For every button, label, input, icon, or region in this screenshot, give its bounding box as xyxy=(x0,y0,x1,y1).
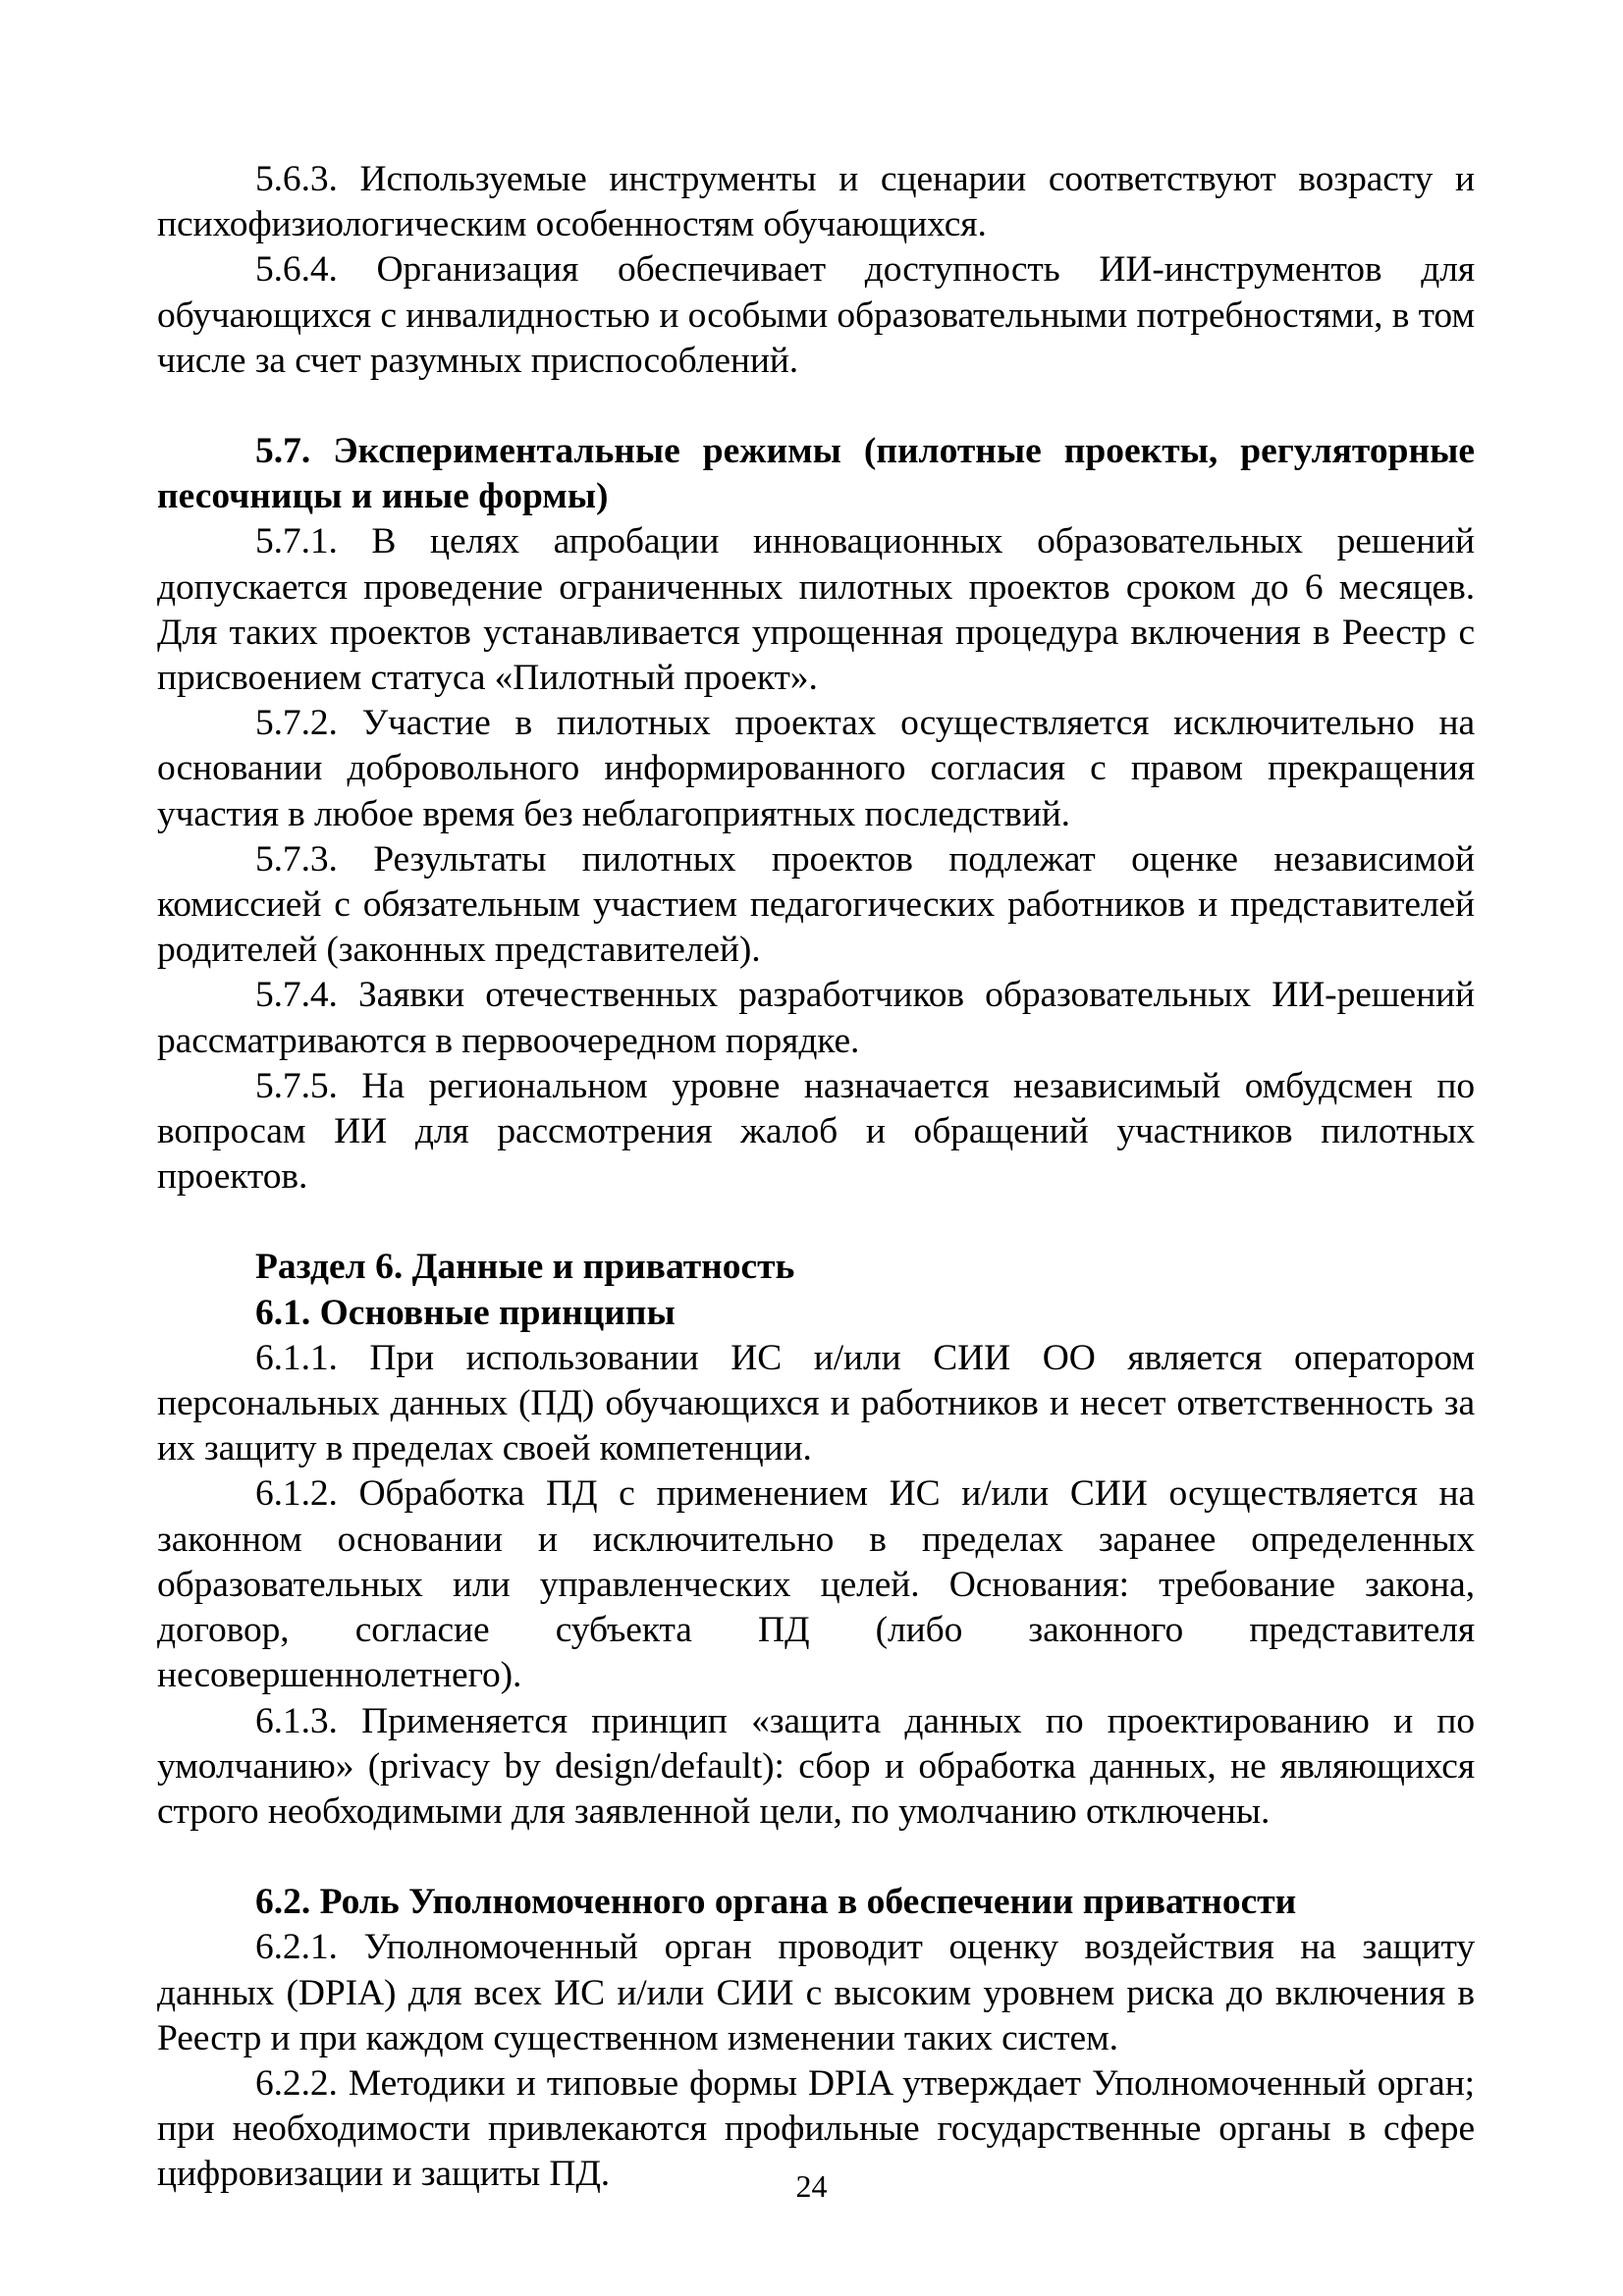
clause-6-2-2: 6.2.2. Методики и типовые формы DPIA утверждает Уполномоченный орган; при необходимости привлекаются профильные государственные органы в сфере цифровизации и защиты ПД. xyxy=(157,2062,1475,2195)
heading-6-1: 6.1. Основные принципы xyxy=(255,1292,676,1333)
clause-5-7-1: 5.7.1. В целях апробации инновационных образовательных решений допускается проведение ограниченных пилотных проектов сроком до 6 месяцев. Для таких проектов устанавливается упрощенная процедура включения в Реестр с присвоением статуса «Пилотный проект». xyxy=(157,521,1475,699)
clause-5-7-2: 5.7.2. Участие в пилотных проектах осуществляется исключительно на основании добровольного информированного согласия с правом прекращения участия в любое время без неблагоприятных последствий. xyxy=(157,703,1475,834)
clause-5-7-5: 5.7.5. На региональном уровне назначается независимый омбудсмен по вопросам ИИ для рассмотрения жалоб и обращений участников пилотных проектов. xyxy=(157,1065,1475,1198)
heading-section-6: Раздел 6. Данные и приватность xyxy=(255,1247,795,1288)
section-gap xyxy=(157,384,1475,429)
section-gap xyxy=(157,1200,1475,1245)
clause-6-1-2: 6.1.2. Обработка ПД с применением ИС и/или СИИ осуществляется на законном основании и исключительно в пределах заранее определенных образовательных или управленческих целей. Основания: требование закона, договор, согласие субъекта ПД (либо законного представителя несовершеннолетнего). xyxy=(157,1473,1475,1696)
clause-5-7-4: 5.7.4. Заявки отечественных разработчиков образовательных ИИ-решений рассматриваются в первоочередном порядке. xyxy=(157,975,1475,1061)
clause-6-2-1: 6.2.1. Уполномоченный орган проводит оценку воздействия на защиту данных (DPIA) для всех ИС и/или СИИ с высоким уровнем риска до включения в Реестр и при каждом существенном изменении таких систем. xyxy=(157,1927,1475,2058)
clause-6-1-3: 6.1.3. Применяется принцип «защита данных по проектированию и по умолчанию» (privacy by design/default): сбор и обработка данных, не являющихся строго необходимыми для заявленной цели, по умолчанию отключены. xyxy=(157,1700,1475,1832)
clause-6-1-1: 6.1.1. При использовании ИС и/или СИИ ОО является оператором персональных данных (ПД) обучающихся и работников и несет ответственность за их защиту в пределах своей компетенции. xyxy=(157,1337,1475,1469)
document-page xyxy=(157,157,1475,2198)
clause-5-6-4: 5.6.4. Организация обеспечивает доступность ИИ-инструментов для обучающихся с инвалидностью и особыми образовательными потребностями, в том числе за счет разумных приспособлений. xyxy=(157,249,1475,381)
clause-5-7-3: 5.7.3. Результаты пилотных проектов подлежат оценке независимой комиссией с обязательным участием педагогических работников и представителей родителей (законных представителей). xyxy=(157,838,1475,971)
heading-5-7: 5.7. Экспериментальные режимы (пилотные проекты, регуляторные песочницы и иные формы) xyxy=(157,431,1475,517)
heading-6-2: 6.2. Роль Уполномоченного органа в обеспечении приватности xyxy=(255,1882,1297,1923)
section-gap xyxy=(157,1835,1475,1880)
clause-5-6-3: 5.6.3. Используемые инструменты и сценарии соответствуют возрасту и психофизиологическим особенностям обучающихся. xyxy=(157,159,1475,245)
page-number: 24 xyxy=(795,2168,828,2204)
